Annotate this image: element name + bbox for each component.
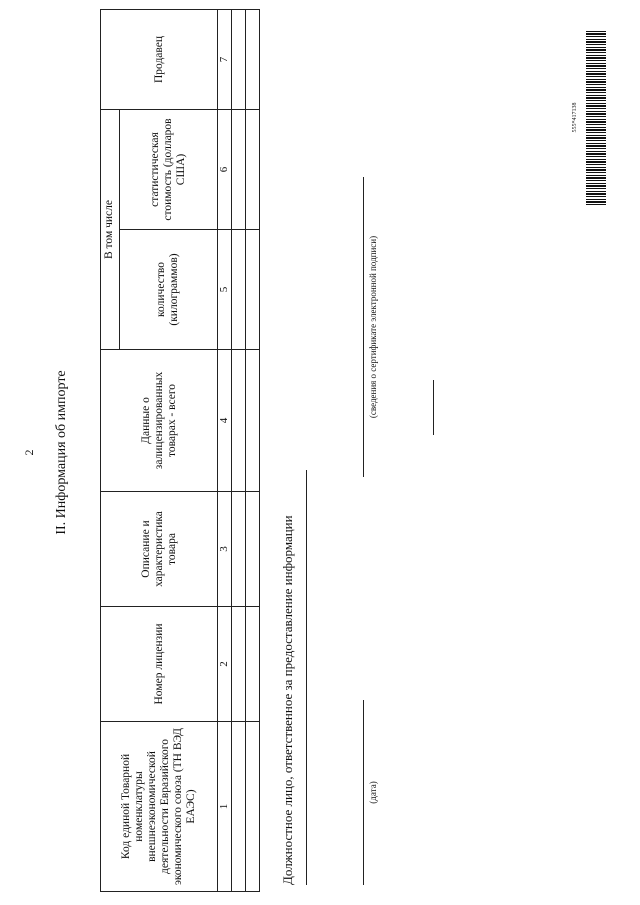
header-tnved-code: Код единой Товарной номенклатуры внешнеэкономической деятельности Евразийского экономического союза (ТН ВЭД ЕАЭС) [101,722,218,892]
column-number: 2 [218,607,232,722]
barcode-number: 555*417138 [572,102,578,133]
header-licensed-total: Данные о залицензированных товарах - всего [101,350,218,492]
table-row [232,10,246,892]
column-number: 5 [218,230,232,350]
certificate-caption: (сведения о сертификате электронной подписи) [368,235,378,419]
date-line [363,700,364,885]
responsible-person-line [306,470,307,885]
barcode [586,30,606,205]
date-caption: (дата) [368,781,378,804]
certificate-line [363,177,364,477]
column-number: 3 [218,492,232,607]
section-title: II. Информация об импорте [54,370,69,535]
header-description: Описание и характеристика товара [101,492,218,607]
header-in-that-number: В том числе [101,110,120,350]
column-number: 7 [218,10,232,110]
header-quantity-kg: количество (килограммов) [119,230,217,350]
header-seller: Продавец [101,10,218,110]
table-row [246,10,260,892]
responsible-person-label: Должностное лицо, ответственное за предоставление информации [280,515,295,885]
column-number: 6 [218,110,232,230]
column-numbers-row [218,10,232,892]
short-signature-line [433,380,434,435]
import-info-table [100,9,260,892]
column-number: 4 [218,350,232,492]
column-number: 1 [218,722,232,892]
header-license-number: Номер лицензии [101,607,218,722]
header-statistical-value-usd: статистическая стоимость (долларов США) [119,110,217,230]
page-number: 2 [22,449,36,456]
